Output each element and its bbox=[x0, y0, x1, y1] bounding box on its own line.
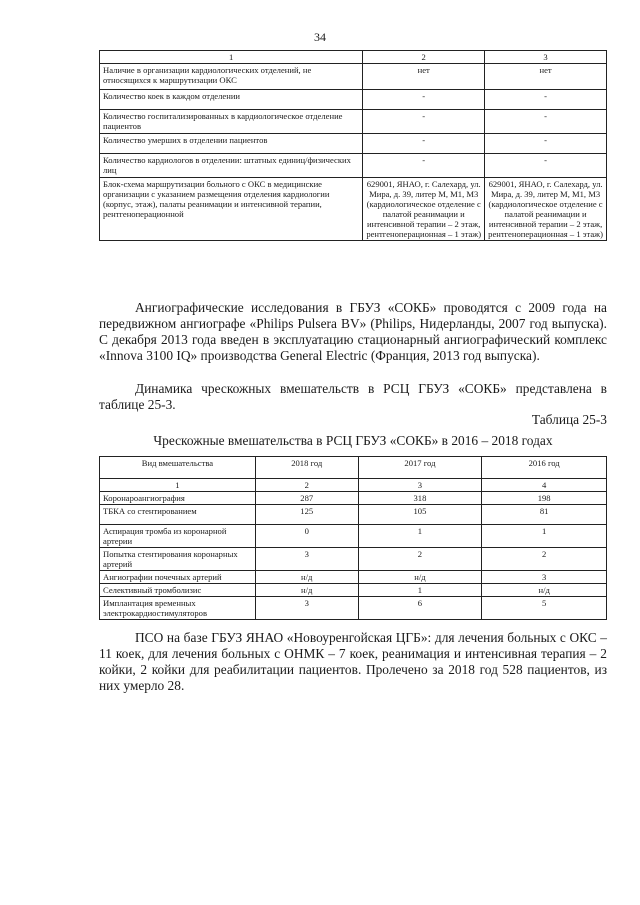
table-cell: 1 bbox=[482, 525, 607, 548]
table-label: Таблица 25-3 bbox=[531, 412, 607, 427]
row-label: Количество коек в каждом отделении bbox=[100, 90, 363, 110]
table-row bbox=[100, 90, 607, 110]
pso-paragraph: ПСО на базе ГБУЗ ЯНАО «Новоуренгойская ЦГБ»: для лечения больных с ОКС – 11 коек, для лечения больных с ОНМК – 7 коек, реанимация и интенсивная терапия – 2 койки, 2 койки для реабилитации пациентов. Пролечено за 2018 год 528 пациентов, из них умерло 28. bbox=[99, 630, 607, 693]
header-cell: 2 bbox=[255, 479, 358, 492]
routing-table bbox=[99, 50, 607, 241]
table-cell: нет bbox=[363, 64, 485, 90]
table-row bbox=[100, 505, 607, 525]
table-cell: - bbox=[485, 110, 607, 134]
table-cell: 2 bbox=[358, 548, 482, 571]
table-cell: 105 bbox=[358, 505, 482, 525]
table-row bbox=[100, 154, 607, 178]
table-cell: 3 bbox=[255, 548, 358, 571]
table-cell: 125 bbox=[255, 505, 358, 525]
row-label: Наличие в организации кардиологических отделений, не относящихся к маршрутизации ОКС bbox=[100, 64, 363, 90]
table-row bbox=[100, 571, 607, 584]
table-row bbox=[100, 134, 607, 154]
table-cell: - bbox=[485, 90, 607, 110]
table-cell: 5 bbox=[482, 597, 607, 620]
table-cell: - bbox=[485, 134, 607, 154]
table-cell: - bbox=[363, 90, 485, 110]
table-cell: 6 bbox=[358, 597, 482, 620]
row-label: Количество умерших в отделении пациентов bbox=[100, 134, 363, 154]
row-label: Количество кардиологов в отделении: штатных единиц/физических лиц bbox=[100, 154, 363, 178]
table-cell: - bbox=[363, 154, 485, 178]
table-row bbox=[100, 492, 607, 505]
row-label: Ангиографии почечных артерий bbox=[100, 571, 256, 584]
row-label: Количество госпитализированных в кардиологическое отделение пациентов bbox=[100, 110, 363, 134]
row-label: Аспирация тромба из коронарной артерии bbox=[100, 525, 256, 548]
table-cell: 3 bbox=[255, 597, 358, 620]
table-cell: н/д bbox=[255, 584, 358, 597]
header-cell: 3 bbox=[358, 479, 482, 492]
interventions-table bbox=[99, 456, 607, 620]
table-cell: н/д bbox=[482, 584, 607, 597]
table-header-row bbox=[100, 457, 607, 479]
row-label: Селективный тромболизис bbox=[100, 584, 256, 597]
row-label: ТБКА со стентированием bbox=[100, 505, 256, 525]
row-label: Попытка стентирования коронарных артерий bbox=[100, 548, 256, 571]
table-cell: 1 bbox=[358, 525, 482, 548]
table-cell: - bbox=[363, 134, 485, 154]
header-cell: 2016 год bbox=[482, 457, 607, 479]
table-cell: 1 bbox=[358, 584, 482, 597]
table-cell: 287 bbox=[255, 492, 358, 505]
table-row bbox=[100, 178, 607, 241]
table-row bbox=[100, 597, 607, 620]
header-cell: Вид вмешательства bbox=[100, 457, 256, 479]
table-cell: 3 bbox=[482, 571, 607, 584]
row-label: Имплантация временных электрокардиостимуляторов bbox=[100, 597, 256, 620]
table-cell: - bbox=[363, 110, 485, 134]
angiography-paragraph: Ангиографические исследования в ГБУЗ «СОКБ» проводятся с 2009 года на передвижном ангиографе «Philips Pulsera BV» (Philips, Нидерланды, 2007 год выпуска). С декабря 2013 года введен в эксплуатацию стационарный ангиографический комплекс «Innova 3100 IQ» производства General Electric (Франция, 2013 год выпуска). bbox=[99, 300, 607, 363]
table-header-row bbox=[100, 51, 607, 64]
table-row bbox=[100, 548, 607, 571]
row-label: Блок-схема маршрутизации больного с ОКС в медицинские организации с указанием размещения отделения кардиологии (корпус, этаж), палаты реанимации и интенсивной терапии, рентгеноперационной bbox=[100, 178, 363, 241]
header-cell: 2018 год bbox=[255, 457, 358, 479]
table-cell: - bbox=[485, 154, 607, 178]
table-row bbox=[100, 64, 607, 90]
table-row bbox=[100, 525, 607, 548]
header-cell: 2 bbox=[363, 51, 485, 64]
table-cell: 0 bbox=[255, 525, 358, 548]
table-cell: нет bbox=[485, 64, 607, 90]
table-cell: н/д bbox=[358, 571, 482, 584]
header-cell: 3 bbox=[485, 51, 607, 64]
dynamics-paragraph: Динамика чрескожных вмешательств в РСЦ ГБУЗ «СОКБ» представлена в таблице 25-3. bbox=[99, 381, 607, 412]
table-row bbox=[100, 584, 607, 597]
table-row bbox=[100, 110, 607, 134]
table-cell: н/д bbox=[255, 571, 358, 584]
table-cell: 81 bbox=[482, 505, 607, 525]
table-number-row bbox=[100, 479, 607, 492]
header-cell: 1 bbox=[100, 51, 363, 64]
row-label: Коронароангиография bbox=[100, 492, 256, 505]
table-title: Чрескожные вмешательства в РСЦ ГБУЗ «СОКБ» в 2016 – 2018 годах bbox=[153, 433, 553, 448]
table-cell: 198 bbox=[482, 492, 607, 505]
table-cell: 2 bbox=[482, 548, 607, 571]
table-cell: 629001, ЯНАО, г. Салехард, ул. Мира, д. 39, литер М, М1, М3 (кардиологическое отделение с палатой реанимации и интенсивной терапии – 2 этаж, рентгеноперационная – 1 этаж) bbox=[485, 178, 607, 241]
table-cell: 318 bbox=[358, 492, 482, 505]
table-cell: 629001, ЯНАО, г. Салехард, ул. Мира, д. 39, литер М, М1, М3 (кардиологическое отделение с палатой реанимации и интенсивной терапии – 2 этаж, рентгеноперационная – 1 этаж) bbox=[363, 178, 485, 241]
header-cell: 4 bbox=[482, 479, 607, 492]
page-number: 34 bbox=[314, 30, 326, 44]
header-cell: 1 bbox=[100, 479, 256, 492]
header-cell: 2017 год bbox=[358, 457, 482, 479]
